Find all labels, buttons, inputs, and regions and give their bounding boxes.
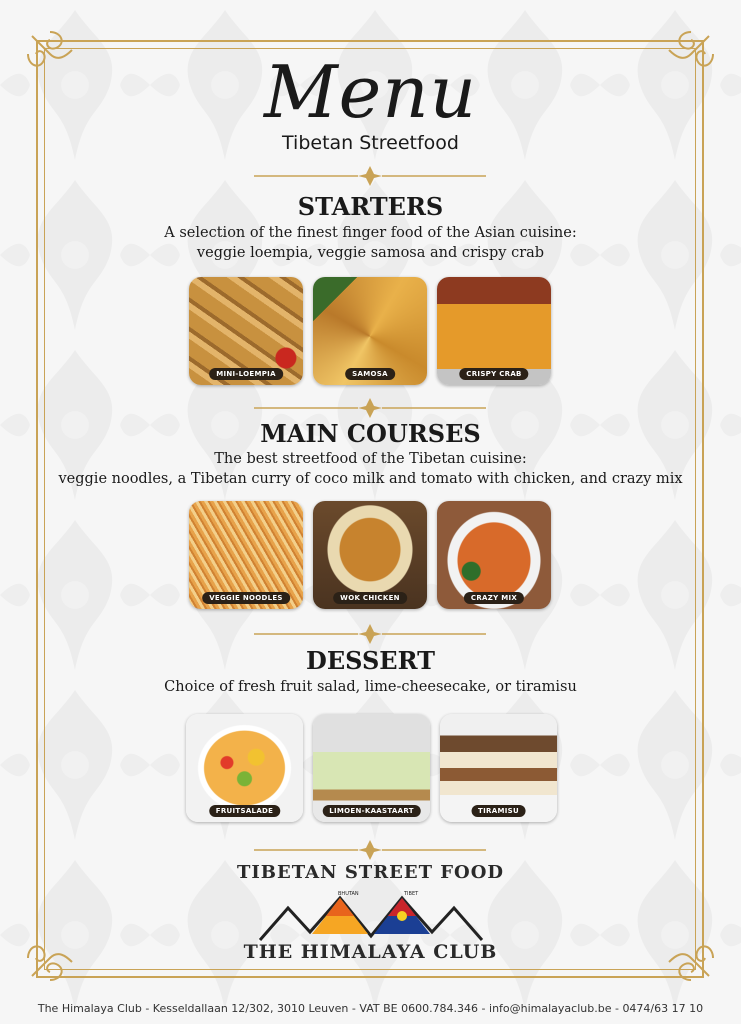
photo-label: LIMOEN-KAASTAART (322, 805, 421, 817)
footer-contact: The Himalaya Club - Kesseldallaan 12/302, 3010 Leuven - VAT BE 0600.784.346 - info@himalayaclub.be - 0474/63 17 10 (37, 1002, 704, 1015)
dessert-description: Choice of fresh fruit salad, lime-cheesecake, or tiramisu (164, 679, 577, 695)
starters-photos (189, 277, 551, 385)
menu-title: Menu (263, 50, 478, 134)
main-courses-heading: MAIN COURSES (260, 419, 481, 448)
photo-crispy-crab (437, 277, 551, 385)
main-courses-description-line2: veggie noodles, a Tibetan curry of coco milk and tomato with chicken, and crazy mix (58, 471, 683, 487)
photo-label: CRAZY MIX (464, 592, 524, 604)
main-courses-description-line1: The best streetfood of the Tibetan cuisine: (214, 451, 527, 467)
bhutan-label: BHUTAN (338, 891, 359, 897)
photo-label: VEGGIE NOODLES (202, 592, 290, 604)
photo-label: FRUITSALADE (209, 805, 280, 817)
diamond-divider-icon (254, 840, 486, 860)
photo-wok-chicken (313, 501, 427, 609)
diamond-divider-icon (254, 398, 486, 418)
dessert-heading: DESSERT (306, 646, 435, 675)
tibet-label: TIBET (404, 891, 419, 897)
logo-tagline: TIBETAN STREET FOOD (236, 862, 505, 883)
menu-subtitle: Tibetan Streetfood (282, 132, 459, 154)
photo-tiramisu (440, 714, 557, 822)
diamond-divider-icon (254, 166, 486, 186)
starters-description-line2: veggie loempia, veggie samosa and crispy crab (196, 245, 545, 261)
photo-label: MINI-LOEMPIA (209, 368, 283, 380)
himalaya-mountains-logo-icon (258, 886, 484, 942)
dessert-photos (186, 714, 557, 822)
photo-label: TIRAMISU (471, 805, 526, 817)
photo-mini-loempia (189, 277, 303, 385)
photo-crazy-mix (437, 501, 551, 609)
photo-label: WOK CHICKEN (333, 592, 407, 604)
starters-description-line1: A selection of the finest finger food of the Asian cuisine: (164, 225, 577, 241)
photo-veggie-noodles (189, 501, 303, 609)
photo-label: CRISPY CRAB (459, 368, 528, 380)
logo-name: THE HIMALAYA CLUB (243, 941, 498, 963)
photo-samosa (313, 277, 427, 385)
photo-label: SAMOSA (345, 368, 395, 380)
photo-fruitsalade (186, 714, 303, 822)
starters-heading: STARTERS (297, 192, 444, 221)
diamond-divider-icon (254, 624, 486, 644)
photo-limoen-kaastaart (313, 714, 430, 822)
main-courses-photos (189, 501, 551, 609)
